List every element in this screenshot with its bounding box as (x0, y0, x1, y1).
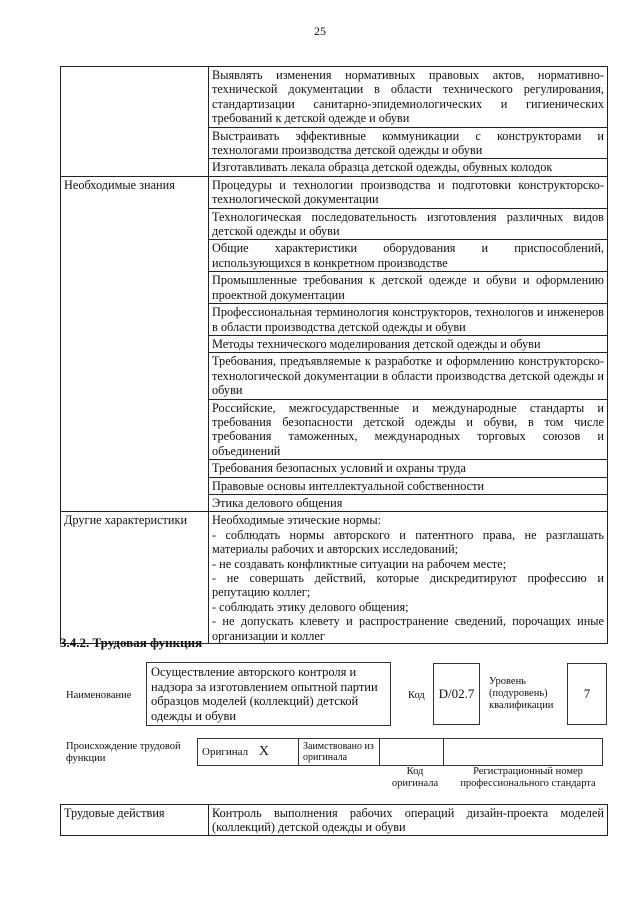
list-item: - не создавать конфликтные ситуации на рабочем месте; (212, 556, 507, 571)
row-label: Трудовые действия (61, 805, 209, 836)
row-items (209, 176, 608, 512)
original-mark: X (258, 744, 269, 759)
origin-reg-cell (444, 739, 603, 766)
row-label (61, 67, 209, 177)
function-code: D/02.7 (433, 663, 480, 725)
list-item: Выявлять изменения нормативных правовых актов, нормативно-технической документации в области технического регулирования, стандартизации санитарно-эпидемиологических и гигиенических требований к детской одежде и обуви (212, 68, 604, 126)
origin-code-cell (380, 739, 444, 766)
table-row (61, 176, 608, 512)
row-label: Другие характеристики (61, 512, 209, 644)
list-item: Профессиональная терминология конструкторов, технологов и инженеров в области производства детской одежды и обуви (209, 303, 607, 335)
name-label: Наименование (66, 690, 132, 701)
qualification-level: 7 (567, 663, 607, 725)
list-item: - не допускать клевету и распространение сведений, порочащих иные организации и коллег (212, 614, 604, 643)
table-row (61, 67, 608, 177)
list-item: Общие характеристики оборудования и приспособлений, использующихся в конкретном производстве (209, 239, 607, 271)
original-cell (198, 739, 299, 766)
list-item: Требования, предъявляемые к разработке и оформлению конструкторско-технологической документации в области производства детской одежды и обуви (209, 352, 607, 398)
origin-table (197, 738, 603, 766)
list-item: Контроль выполнения рабочих операций дизайн-проекта моделей (коллекций) детской одежды и обуви (209, 805, 608, 836)
list-item: Российские, межгосударственные и международные стандарты и требования безопасности детской одежды и обуви, в том числе требования таможенных, международных торговых союзов и объединений (209, 399, 607, 460)
list-item: Необходимые этические нормы: (212, 513, 382, 528)
table-row (61, 512, 608, 644)
labor-actions-table (60, 804, 608, 836)
reg-caption: Регистрационный номер профессионального стандарта (460, 766, 596, 789)
borrowed-label: Заимствовано из оригинала (299, 739, 380, 766)
list-item: Требования безопасных условий и охраны труда (209, 459, 607, 476)
code-caption: Код оригинала (391, 766, 439, 789)
list-item: - соблюдать этику делового общения; (212, 599, 409, 614)
list-item: Промышленные требования к детской одежде и обуви и оформлению проектной документации (209, 271, 607, 303)
table-row (61, 805, 608, 836)
list-item: - не совершать действий, которые дискредитируют профессию и репутацию коллег; (212, 571, 604, 600)
row-label: Необходимые знания (61, 176, 209, 512)
list-item: Процедуры и технологии производства и подготовки конструкторско-технологической документации (212, 177, 604, 207)
list-item: Методы технического моделирования детской одежды и обуви (209, 335, 607, 352)
list-item: Выстраивать эффективные коммуникации с конструкторами и технологами производства детской одежды и обуви (209, 127, 607, 159)
section-title: 3.4.2. Трудовая функция (60, 635, 203, 650)
skills-knowledge-table (60, 66, 608, 644)
list-item: Изготавливать лекала образца детской одежды, обувных колодок (209, 158, 607, 175)
row-items (209, 512, 608, 644)
list-item: Этика делового общения (209, 494, 607, 511)
page-number: 25 (314, 24, 326, 38)
level-label: Уровень (подуровень) квалификации (489, 676, 554, 711)
function-name: Осуществление авторского контроля и надзора за изготовлением опытной партии образцов моделей (коллекций) детской одежды и обуви (146, 662, 391, 726)
list-item: Технологическая последовательность изготовления различных видов детской одежды и обуви (209, 208, 607, 240)
row-items (209, 67, 608, 177)
origin-label: Происхождение трудовой функции (66, 741, 181, 764)
list-item: - соблюдать нормы авторского и патентного права, не разглашать материалы рабочих и авторских исследований; (212, 527, 604, 557)
list-item: Правовые основы интеллектуальной собственности (209, 477, 607, 494)
original-label: Оригинал (202, 746, 249, 758)
code-label: Код (408, 690, 425, 701)
